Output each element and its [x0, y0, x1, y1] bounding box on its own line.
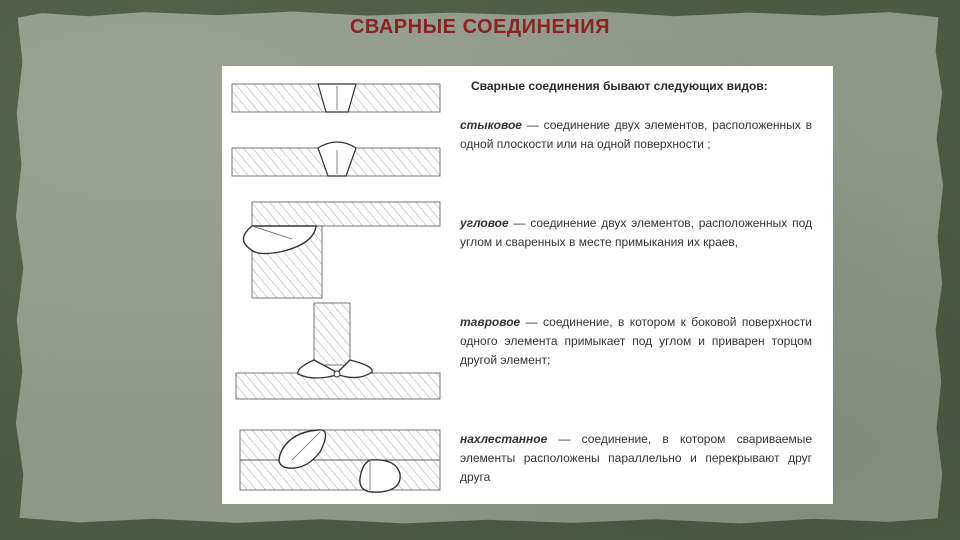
- joint-entry-lap: [460, 430, 812, 487]
- butt-joint-diagram: [230, 78, 444, 188]
- joint-term: тавровое: [460, 315, 521, 329]
- joint-entry-butt: [460, 116, 812, 154]
- corner-joint-diagram: [230, 199, 444, 301]
- lap-joint-diagram: [230, 426, 444, 498]
- joint-term: нахлестанное: [460, 432, 548, 446]
- joint-term: стыковое: [460, 118, 522, 132]
- joint-definition: — соединение, в котором свариваемые элементы расположены параллельно и перекрывают друг друга: [460, 432, 812, 484]
- joint-term: угловое: [460, 216, 509, 230]
- joint-definition: — соединение, в котором к боковой поверхности одного элемента примыкает под углом и приварен торцом другой элемент;: [460, 315, 812, 367]
- content-panel: [222, 66, 833, 504]
- tee-joint-diagram: [230, 302, 444, 402]
- joint-definition: — соединение двух элементов, расположенных под углом и сваренных в месте примыкания их краев,: [460, 216, 812, 249]
- slide-title: СВАРНЫЕ СОЕДИНЕНИЯ: [349, 16, 611, 38]
- joint-entry-tee: [460, 313, 812, 370]
- joint-definition: — соединение двух элементов, расположенных в одной плоскости или на одной поверхности ;: [460, 118, 812, 151]
- joint-entry-corner: [460, 214, 812, 252]
- section-heading: Сварные соединения бывают следующих видов:: [471, 79, 768, 93]
